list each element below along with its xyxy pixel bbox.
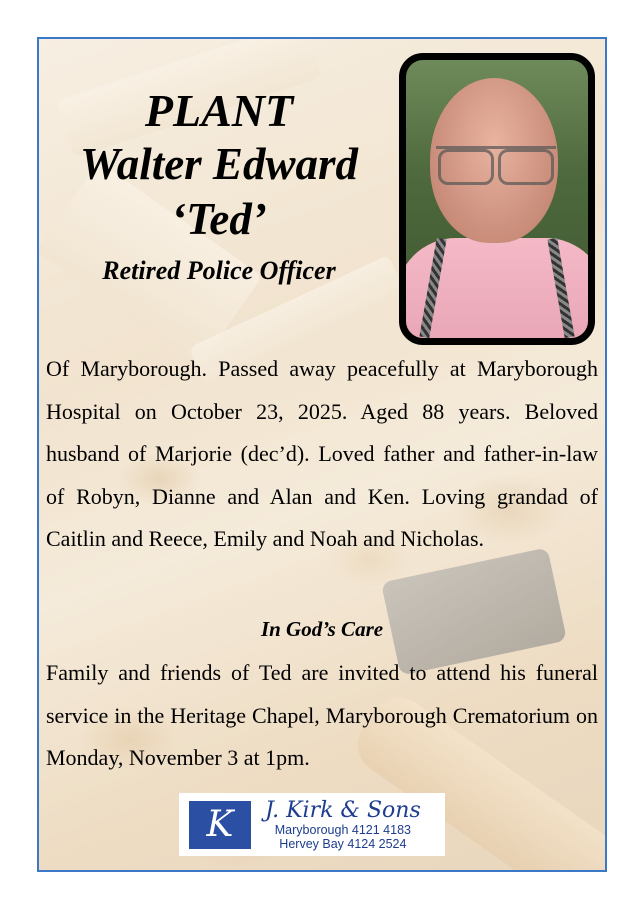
portrait-photo	[399, 53, 595, 345]
funeral-director-logo	[179, 793, 445, 856]
logo-mark: K	[189, 801, 251, 849]
funeral-director-name: J. Kirk & Sons	[265, 797, 421, 823]
care-line: In God’s Care	[260, 617, 384, 641]
phone-hervey-bay: Hervey Bay 4124 2524	[279, 836, 407, 851]
phone-maryborough: Maryborough 4121 4183	[274, 822, 411, 837]
nickname: ‘Ted’	[171, 194, 267, 244]
service-paragraph: Family and friends of Ted are invited to attend his funeral service in the Heritage Chapel, Maryborough Crematorium on Monday, November 3 at 1pm.	[46, 660, 598, 770]
logo-text	[265, 799, 421, 851]
notice-frame	[37, 37, 607, 872]
name-block	[59, 85, 379, 291]
notice-paragraph: Of Maryborough. Passed away peacefully at Maryborough Hospital on October 23, 2025. Aged 88 years. Beloved husband of Marjorie (dec’d). Loved father and father-in-law of Robyn, Dianne and Alan and Ken. Loving grandad of Caitlin and Reece, Emily and Noah and Nicholas.	[46, 356, 598, 551]
given-names: Walter Edward	[80, 139, 358, 189]
surname: PLANT	[144, 85, 294, 136]
occupation: Retired Police Officer	[102, 256, 336, 285]
photo-glasses	[436, 146, 556, 185]
